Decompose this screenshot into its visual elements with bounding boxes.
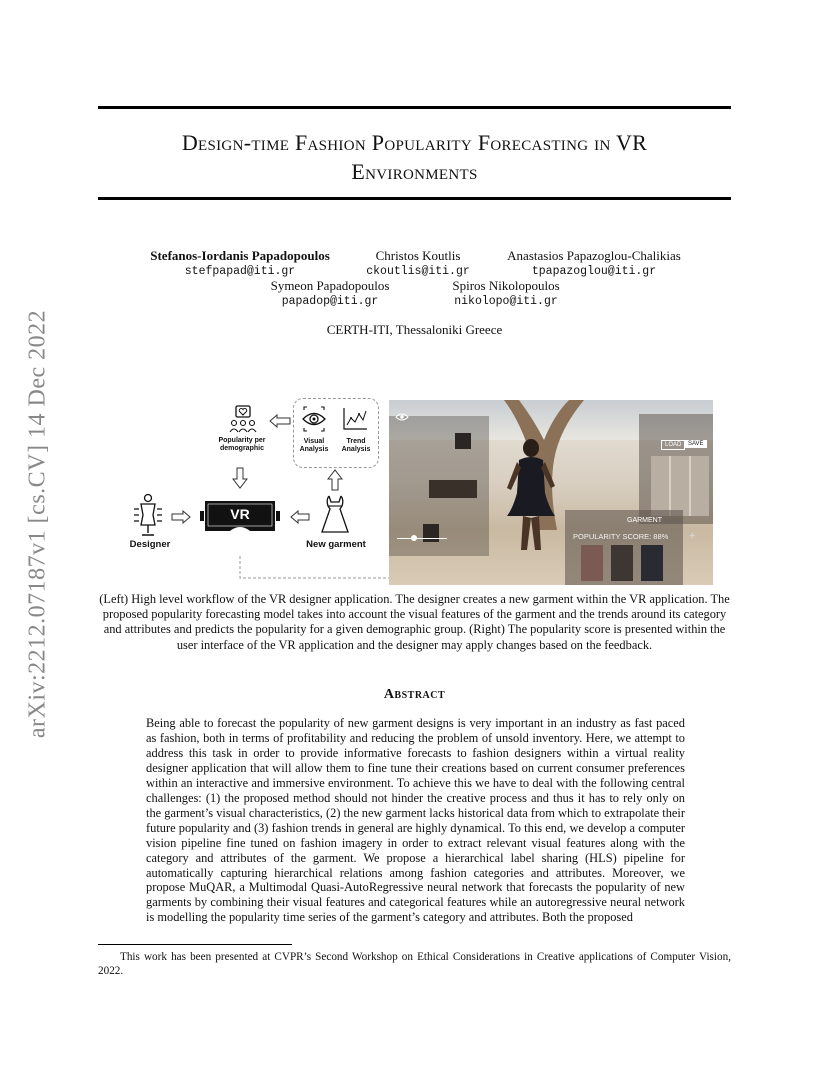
load-button[interactable]: LOAD [661, 440, 685, 450]
vr-slider [397, 538, 447, 539]
label-popularity: Popularity per demographic [218, 437, 266, 452]
author-name: Christos Koutlis [375, 248, 461, 263]
score-thumb-3 [641, 545, 663, 581]
garment-thumb-small [423, 524, 439, 542]
trend-chart-icon [341, 406, 369, 432]
title-line-2: Environments [351, 159, 478, 184]
vr-app-screenshot [389, 400, 713, 585]
author-email: ckoutlis@iti.gr [366, 265, 470, 278]
title-bottom-rule [98, 197, 731, 200]
author-2 [348, 248, 488, 280]
popularity-score: POPULARITY SCORE: 88% [573, 532, 669, 541]
demographic-icon [228, 404, 258, 434]
label-designer: Designer [129, 539, 171, 550]
dress-icon [318, 494, 352, 536]
footnote-rule [98, 944, 292, 945]
eye-icon [395, 412, 409, 422]
garment-grid [651, 456, 709, 516]
abstract-text: Being able to forecast the popularity of new garment designs is very important in an industry as fast paced as fashion, both in terms of profitability and reducing the problem of unsold inventory. Here, we attempt to address this task in order to provide informative forecasts to fashion designers within a virtual reality designer application that will allow them to fine tune their creations based on current consumer preferences within an interactive and immersive environment. To achieve this we have to deal with the following central challenges: (1) the proposed method should not hinder the creative process and thus it has to rely only on the garment’s visual characteristics, (2) the new garment lacks historical data from which to extrapolate their future popularity and (3) fashion trends in general are highly dynamical. To this end, we develop a computer vision pipeline fine tuned on fashion imagery in order to extract relevant visual features along with the category and attributes of the garment. We propose a hierarchical label sharing (HLS) pipeline for automatically capturing hierarchical relations among fashion categories and attributes. Moreover, we propose MuQAR, a Multimodal Quasi-AutoRegressive neural network that forecasts the popularity of new garments by combining their visual features and categorical features while an autoregressive neural network is modelling the popularity time series of the garment’s category and attributes. Both the proposed [146, 716, 685, 925]
label-vr: VR [230, 506, 250, 522]
title-top-rule [98, 106, 731, 109]
arrow-down-icon [232, 466, 248, 490]
avatar-figure [501, 438, 561, 558]
author-email: tpapazoglou@iti.gr [531, 265, 657, 278]
garment-thumb [455, 433, 471, 449]
label-visual-analysis: Visual Analysis [299, 438, 329, 453]
paper-title [98, 128, 731, 186]
author-name: Stefanos-Iordanis Papadopoulos [150, 248, 330, 263]
author-3 [494, 248, 694, 280]
garment-label: GARMENT [627, 517, 662, 524]
score-thumb-1 [581, 545, 603, 581]
author-email: stefpapad@iti.gr [184, 265, 296, 278]
vr-slider-knob [411, 535, 417, 541]
label-new-garment: New garment [306, 539, 366, 550]
author-5 [426, 278, 586, 310]
author-4 [250, 278, 410, 310]
title-line-1: Design-time Fashion Popularity Forecasting in VR [181, 130, 648, 155]
eye-icon [300, 406, 328, 432]
author-name: Anastasios Papazoglou-Chalikias [507, 248, 681, 263]
score-thumb-2 [611, 545, 633, 581]
arrow-left-icon [268, 414, 292, 428]
arrow-right-icon [170, 510, 192, 524]
author-email: nikolopo@iti.gr [454, 295, 558, 308]
author-name: Symeon Papadopoulos [270, 278, 390, 293]
plus-icon[interactable]: + [689, 530, 696, 542]
author-email: papadop@iti.gr [281, 295, 379, 308]
figure-caption: (Left) High level workflow of the VR designer application. The designer creates a new garment within the VR application. The proposed popularity forecasting model takes into account the visual features of the garment and the trends around its category and attributes and predicts the popularity for a given demographic group. (Right) The popularity score is presented within the user interface of the VR application and the designer may apply changes based on the feedback. [99, 592, 730, 652]
abstract-heading: Abstract [383, 687, 446, 702]
designer-mannequin-icon [130, 493, 166, 537]
label-trend-analysis: Trend Analysis [341, 438, 371, 453]
author-1 [140, 248, 340, 280]
save-button[interactable]: SAVE [685, 440, 707, 448]
arxiv-stamp: arXiv:2212.07187v1 [cs.CV] 14 Dec 2022 [24, 309, 51, 739]
garment-thumbs-row [429, 480, 477, 498]
footnote: This work has been presented at CVPR’s Second Workshop on Ethical Considerations in Creative applications of Computer Vision, 2022. [98, 951, 731, 977]
author-name: Spiros Nikolopoulos [452, 278, 560, 293]
arrow-left-icon [289, 510, 311, 524]
affiliation: CERTH-ITI, Thessaloniki Greece [326, 322, 503, 337]
arrow-up-icon [327, 468, 343, 492]
